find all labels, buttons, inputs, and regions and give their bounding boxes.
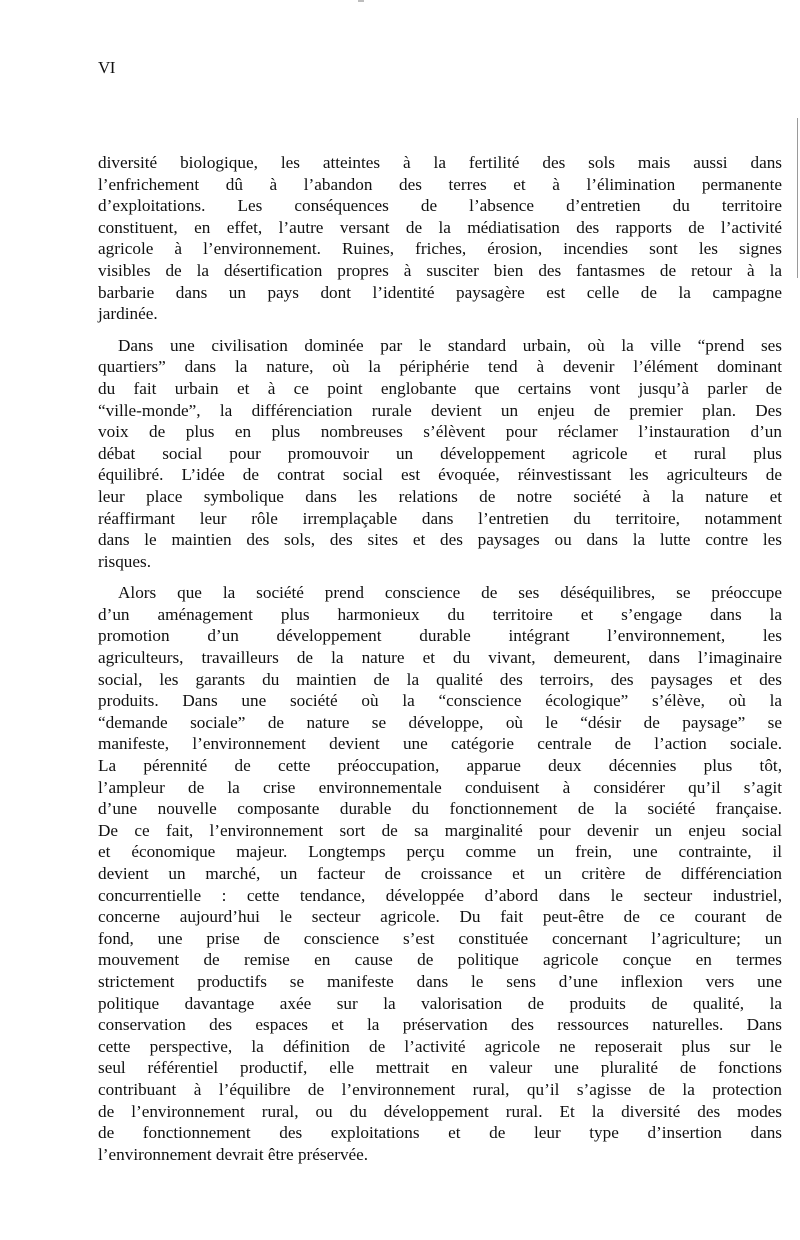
text-line: fond, une prise de conscience s’est constituée concernant l’agriculture; un	[98, 928, 782, 948]
body-text	[98, 152, 782, 1175]
paragraph-2	[98, 335, 782, 573]
text-line: constituent, en effet, l’autre versant de la médiatisation des rapports de l’activité	[98, 217, 782, 237]
text-line: de fonctionnement des exploitations et de leur type d’insertion dans	[98, 1123, 782, 1143]
text-line: concerne aujourd’hui le secteur agricole. Du fait peut-être de ce courant de	[98, 907, 782, 927]
text-line: concurrentielle : cette tendance, développée d’abord dans le secteur industriel,	[98, 885, 782, 905]
text-line: promotion d’un développement durable intégrant l’environnement, les	[98, 626, 782, 646]
text-line: La pérennité de cette préoccupation, apparue deux décennies plus tôt,	[98, 756, 782, 776]
text-line: agricole à l’environnement. Ruines, friches, érosion, incendies sont les signes	[98, 239, 782, 259]
text-line: dans le maintien des sols, des sites et des paysages ou dans la lutte contre les	[98, 530, 782, 550]
text-line: manifeste, l’environnement devient une catégorie centrale de l’action sociale.	[98, 734, 782, 754]
text-line: “demande sociale” de nature se développe, où le “désir de paysage” se	[98, 712, 782, 732]
text-line: débat social pour promouvoir un développement agricole et rural plus	[98, 443, 782, 463]
text-line: l’enfrichement dû à l’abandon des terres et à l’élimination permanente	[98, 174, 782, 194]
text-line: agriculteurs, travailleurs de la nature et du vivant, demeurent, dans l’imaginaire	[98, 648, 782, 668]
text-line: devient un marché, un facteur de croissance et un critère de différenciation	[98, 864, 782, 883]
text-line: équilibré. L’idée de contrat social est évoquée, réinvestissant les agriculteurs de	[98, 465, 782, 485]
text-line: de l’environnement rural, ou du développement rural. Et la diversité des modes	[98, 1101, 782, 1121]
text-line: cette perspective, la définition de l’activité agricole ne reposerait plus sur le	[98, 1036, 782, 1056]
text-line: jardinée.	[98, 304, 158, 324]
text-line: conservation des espaces et la préservation des ressources naturelles. Dans	[98, 1015, 782, 1035]
scan-artifact-right-edge	[797, 118, 798, 278]
text-line: l’ampleur de la crise environnementale conduisent à considérer qu’il s’agit	[98, 777, 782, 797]
text-line: social, les garants du maintien de la qualité des terroirs, des paysages et des	[98, 669, 782, 689]
text-line: De ce fait, l’environnement sort de sa marginalité pour devenir un enjeu social	[98, 820, 782, 840]
paragraph-3	[98, 582, 782, 1165]
text-line: du fait urbain et à ce point englobante que certains vont jusqu’à parler de	[98, 378, 782, 398]
text-line: et économique majeur. Longtemps perçu comme un frein, une contrainte, il	[98, 842, 782, 862]
text-line: contribuant à l’équilibre de l’environnement rural, qu’il s’agisse de la protection	[98, 1079, 782, 1099]
text-line: d’exploitations. Les conséquences de l’absence d’entretien du territoire	[98, 196, 782, 216]
text-line: politique davantage axée sur la valorisation de produits de qualité, la	[98, 993, 782, 1013]
text-line: seul référentiel productif, elle mettrait en valeur une pluralité de fonctions	[98, 1058, 782, 1078]
text-line: d’une nouvelle composante durable du fonctionnement de la société française.	[98, 799, 782, 819]
paragraph-1	[98, 152, 782, 325]
text-line: mouvement de remise en cause de politique agricole conçue en termes	[98, 950, 782, 970]
text-line: Alors que la société prend conscience de ses déséquilibres, se préoccupe	[118, 583, 782, 603]
text-line: “ville-monde”, la différenciation rurale devient un enjeu de premier plan. Des	[98, 400, 782, 420]
text-line: barbarie dans un pays dont l’identité paysagère est celle de la campagne	[98, 282, 782, 302]
text-line: leur place symbolique dans les relations de notre société à la nature et	[98, 486, 782, 506]
text-line: visibles de la désertification propres à susciter bien des fantasmes de retour à la	[98, 260, 782, 280]
text-line: Dans une civilisation dominée par le standard urbain, où la ville “prend ses	[118, 335, 782, 355]
text-line: l’environnement devrait être préservée.	[98, 1144, 369, 1164]
text-line: quartiers” dans la nature, où la périphérie tend à devenir l’élément dominant	[98, 357, 782, 377]
text-line: réaffirmant leur rôle irremplaçable dans l’entretien du territoire, notamment	[98, 508, 782, 528]
text-line: risques.	[98, 551, 151, 571]
scan-artifact-top	[358, 0, 364, 2]
text-line: strictement productifs se manifeste dans le sens d’une inflexion vers une	[98, 971, 782, 991]
text-line: produits. Dans une société où la “conscience écologique” s’élève, où la	[98, 691, 782, 711]
text-line: diversité biologique, les atteintes à la fertilité des sols mais aussi dans	[98, 153, 782, 172]
text-line: voix de plus en plus nombreuses s’élèvent pour réclamer l’instauration d’un	[98, 422, 782, 442]
page-number: VI	[98, 58, 115, 77]
text-line: d’un aménagement plus harmonieux du territoire et s’engage dans la	[98, 604, 782, 624]
